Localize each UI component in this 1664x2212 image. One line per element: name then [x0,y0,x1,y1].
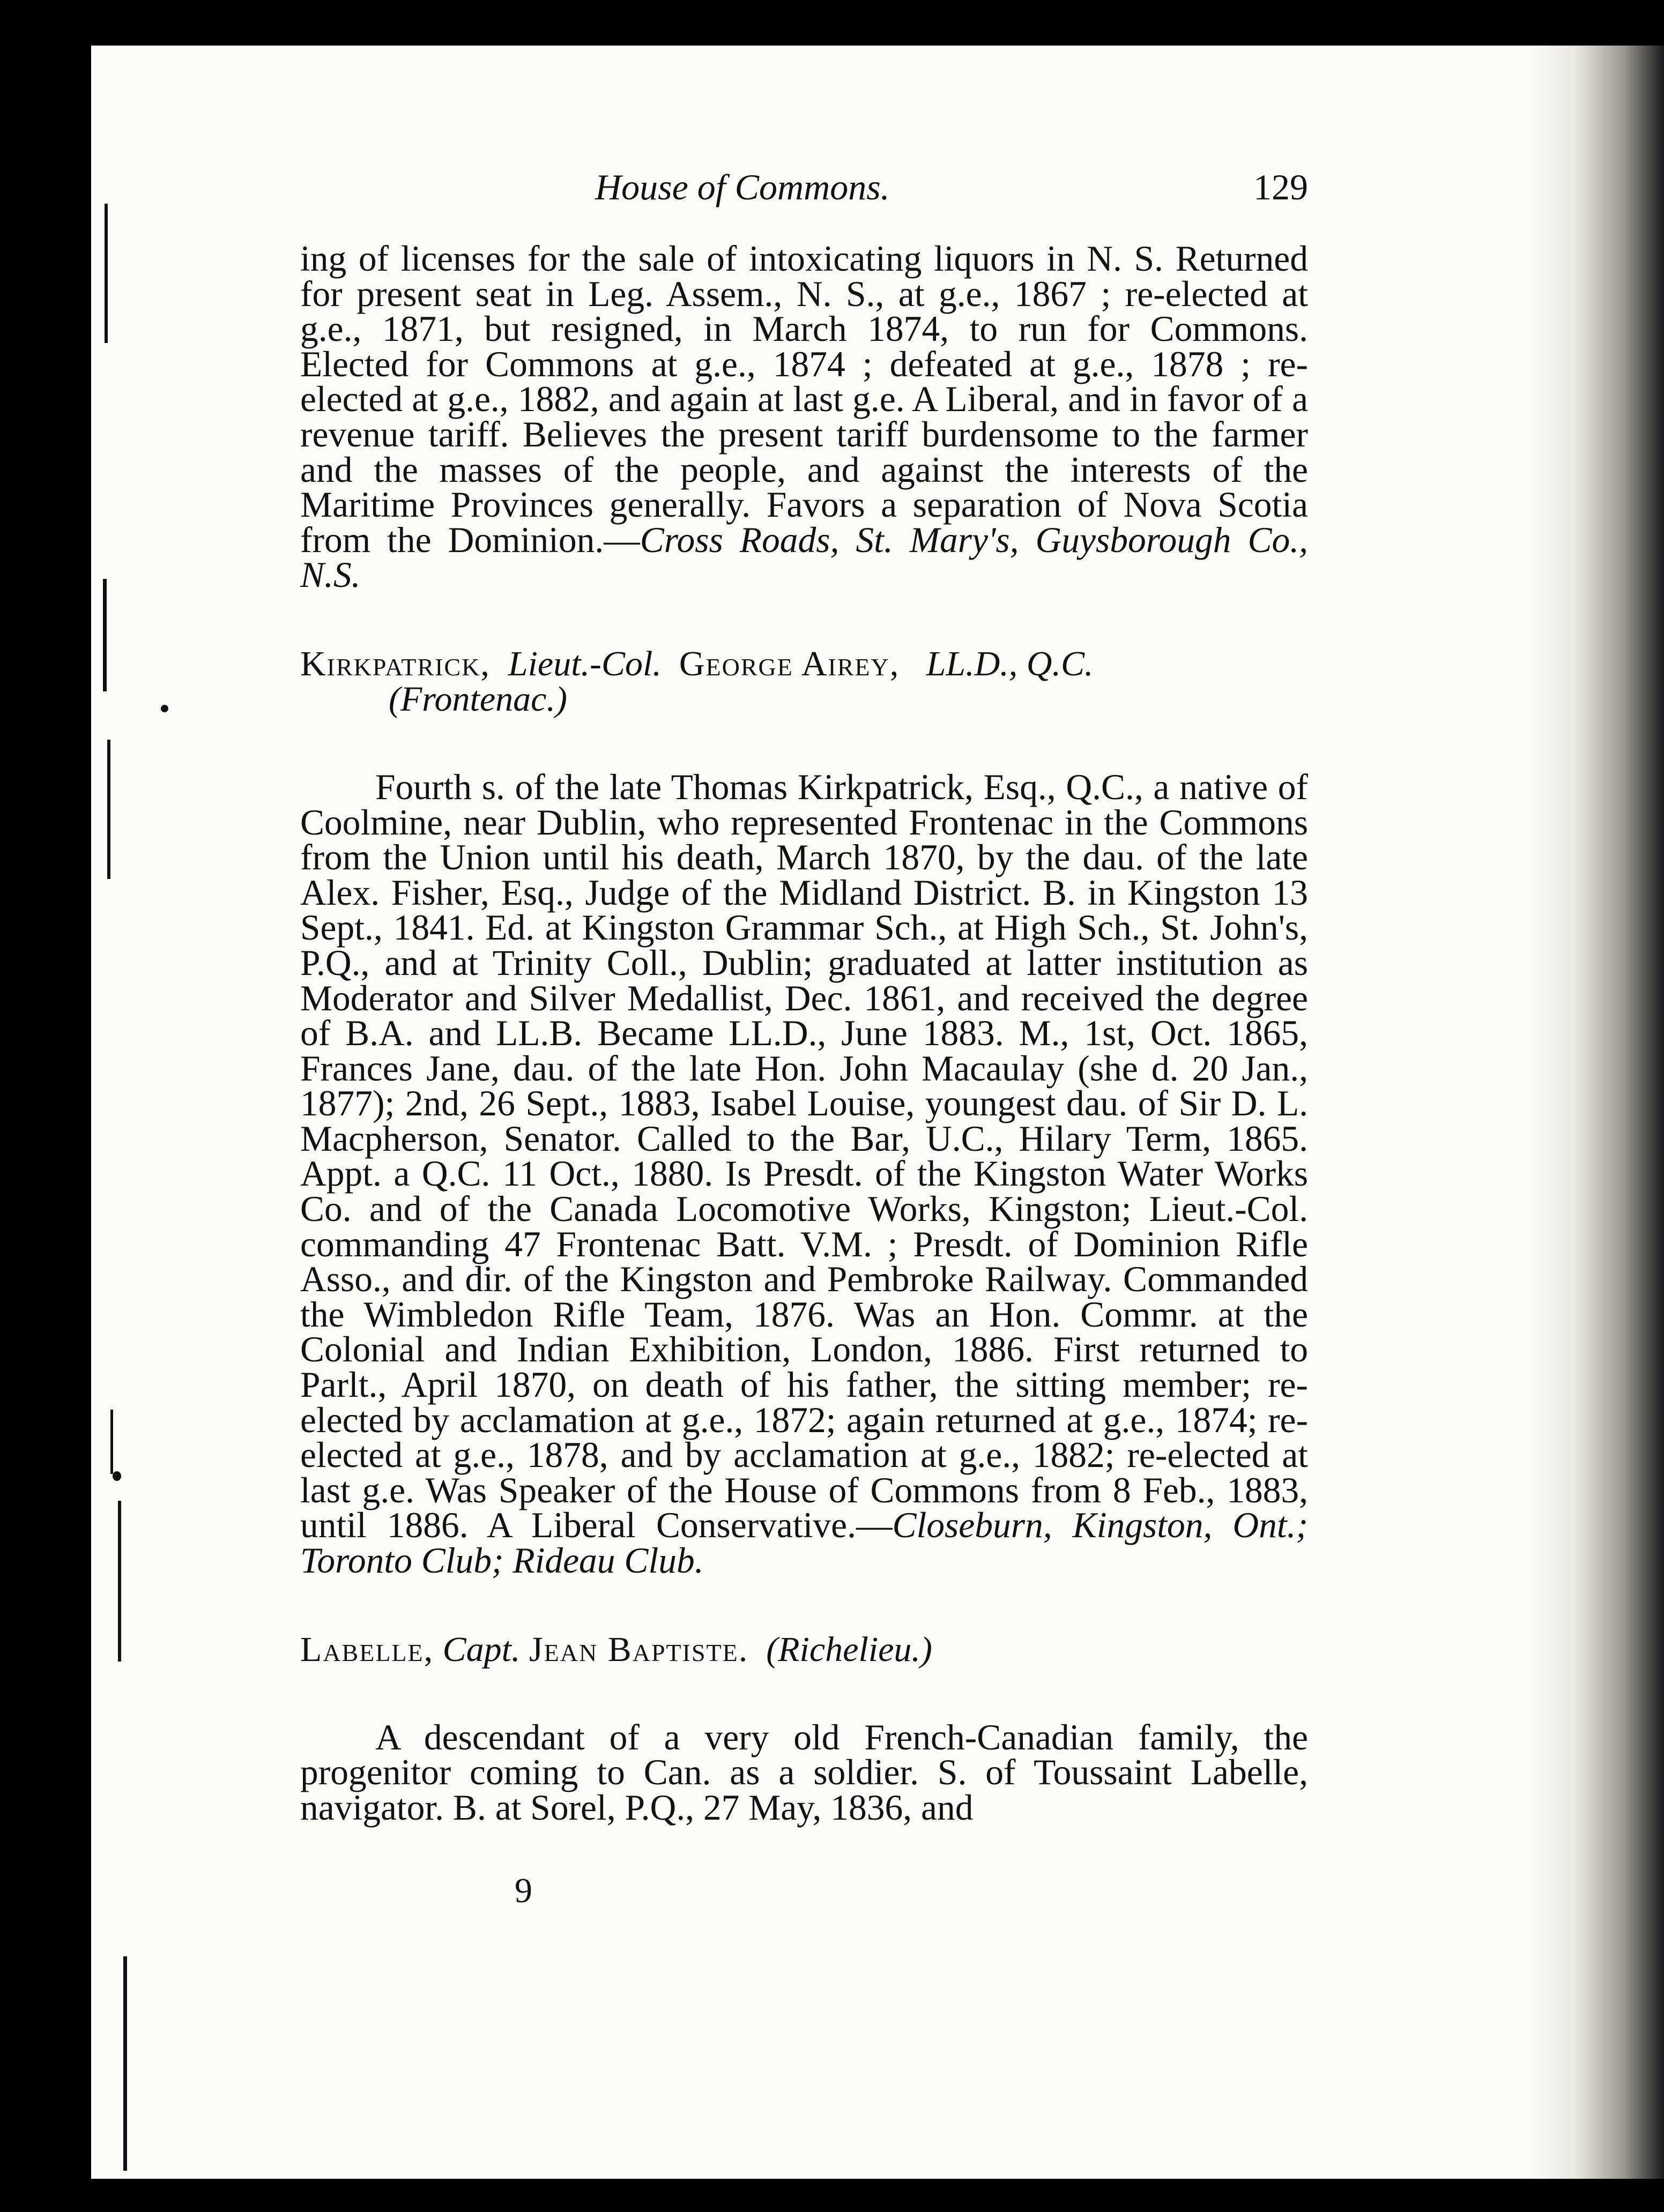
continuation-address: Cross Roads, St. Mary's, Guysborough Co., N.S. [300,519,1309,595]
entry-given-names: Jean Baptiste. [529,1629,749,1669]
page-number: 129 [1253,167,1308,207]
entry-riding: (Richelieu.) [766,1629,932,1669]
margin-mark [118,1501,121,1662]
margin-mark [123,1956,127,2171]
running-head [300,166,1308,214]
binding-gutter-shadow [1531,46,1664,2179]
margin-mark [107,740,110,879]
margin-mark [110,1410,113,1474]
signature-mark: 9 [515,1871,532,1910]
running-head-title: House of Commons. [595,167,890,207]
continuation-paragraph [300,241,1308,593]
entry-riding: (Frontenac.) [389,679,567,719]
margin-mark [103,579,107,691]
continuation-text: ing of licenses for the sale of intoxicating liquors in N. S. Returned for present seat in Leg. Assem., N. S., at g.e., 1867 ; re-elected at g.e., 1871, but resigned, in March 1874, to run for Commons. Elected for Commons at g.e., 1874 ; defeated at g.e., 1878 ; re-elected at g.e., 1882, and again at last g.e. A Liberal, and in favor of a revenue tariff. Believes the present tariff burdensome to the farmer and the masses of the people, and against the interests of the Maritime Provinces generally. Favors a separation of Nova Scotia from the Dominion.— [300,239,1308,560]
kirkpatrick-text: Fourth s. of the late Thomas Kirkpatrick, Esq., Q.C., a native of Coolmine, near Dublin, who represented Frontenac in the Commons from the Union until his death, March 1870, by the dau. of the late Alex. Fisher, Esq., Judge of the Midland District. B. in Kingston 13 Sept., 1841. Ed. at Kingston Grammar Sch., at High Sch., St. John's, P.Q., and at Trinity Coll., Dublin; graduated at latter institution as Moderator and Silver Medallist, Dec. 1861, and received the degree of B.A. and LL.B. Became LL.D., June 1883. M., 1st, Oct. 1865, Frances Jane, dau. of the late Hon. John Macaulay (she d. 20 Jan., 1877); 2nd, 26 Sept., 1883, Isabel Louise, youngest dau. of Sir D. L. Macpherson, Senator. Called to the Bar, U.C., Hilary Term, 1865. Appt. a Q.C. 11 Oct., 1880. Is Presdt. of the Kingston Water Works Co. and of the Canada Locomotive Works, Kingston; Lieut.-Col. commanding 47 Frontenac Batt. V.M. ; Presdt. of Dominion Rifle Asso., and dir. of the Kingston and Pembroke Railway. Commanded the Wimbledon Rifle Team, 1876. Was an Hon. Commr. at the Colonial and Indian Exhibition, London, 1886. First returned to Parlt., April 1870, on death of his father, the sitting member; re-elected by acclamation at g.e., 1872; again returned at g.e., 1874; re-elected at g.e., 1878, and by acclamation at g.e., 1882; re-elected at last g.e. Was Speaker of the House of Commons from 8 Feb., 1883, until 1886. A Liberal Conservative.— [300,766,1308,1546]
labelle-text: A descendant of a very old French-Canadian family, the progenitor coming to Can. as a soldier. S. of Toussaint Labelle, navigator. B. at Sorel, P.Q., 27 May, 1836, and [300,1717,1308,1828]
entry-rank: Capt. [442,1629,521,1669]
margin-dot [161,705,168,712]
entry-surname: Labelle, [300,1629,434,1669]
entry-degrees: LL.D., Q.C. [926,644,1094,683]
margin-dot [113,1471,121,1481]
entry-surname: Kirkpatrick, [300,644,491,683]
margin-mark [105,204,108,343]
kirkpatrick-paragraph [300,766,1308,1581]
entry-riding-line [300,679,1308,719]
entry-heading-kirkpatrick [300,646,1308,682]
entry-rank: Lieut.-Col. [508,644,662,683]
labelle-paragraph [300,1717,1308,1828]
page-body [300,239,1309,1828]
entry-heading-labelle [300,1629,1308,1669]
kirkpatrick-address: Closeburn, Kingston, Ont.; Toronto Club; Rideau Club. [300,1505,1308,1581]
entry-given-names: George Airey, [679,644,900,683]
